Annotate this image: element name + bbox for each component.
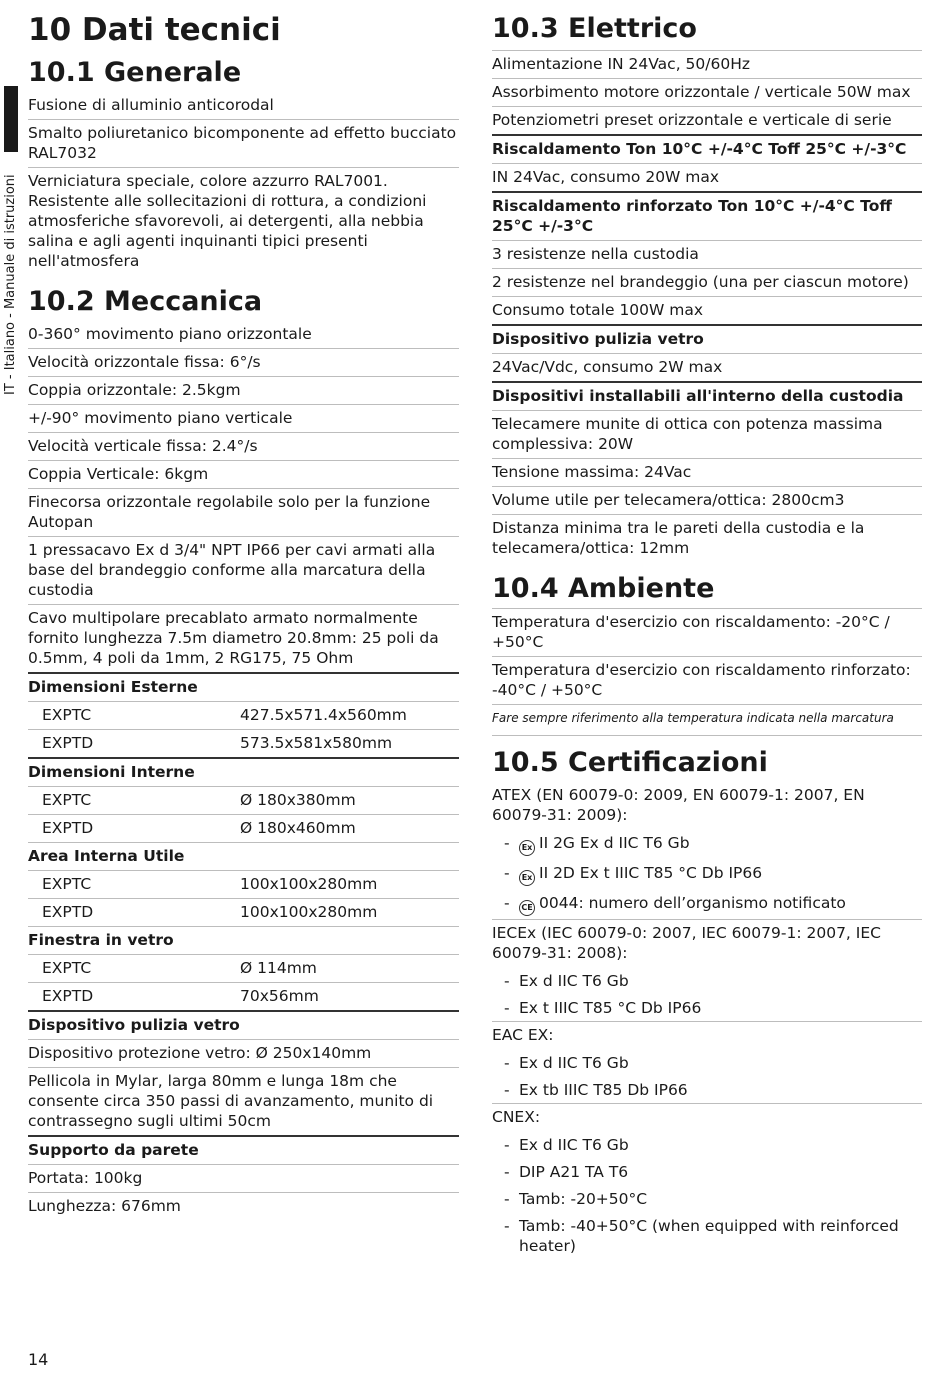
list-item: - Ex tb IIIC T85 Db IP66 bbox=[492, 1076, 922, 1104]
list-item: - Ex II 2D Ex t IIIC T85 °C Db IP66 bbox=[492, 859, 922, 889]
spec-row: Verniciatura speciale, colore azzurro RAL7001. Resistente alle sollecitazioni di rottura, a condizioni atmosferiche sfavorevoli, ai detergenti, alla nebbia salina e agli agenti inquinanti tipici presenti nell'atmosfera bbox=[28, 172, 427, 270]
kv-row: EXPTC Ø 180x380mm bbox=[28, 787, 459, 815]
cert-label: ATEX (EN 60079-0: 2009, EN 60079-1: 2007, EN 60079-31: 2009): bbox=[492, 786, 865, 824]
group-header: Dispositivi installabili all'interno della custodia bbox=[492, 383, 922, 411]
spec-row: Smalto poliuretanico bicomponente ad effetto bucciato RAL7032 bbox=[28, 120, 459, 168]
group-header: Dispositivo pulizia vetro bbox=[28, 1012, 459, 1040]
spec-row: Portata: 100kg bbox=[28, 1165, 459, 1193]
group-header: Dimensioni Esterne bbox=[28, 674, 459, 702]
spec-row: IN 24Vac, consumo 20W max bbox=[492, 164, 922, 193]
ex-mark-icon: Ex bbox=[519, 840, 535, 856]
group-header: Area Interna Utile bbox=[28, 843, 459, 871]
page-number: 14 bbox=[28, 1350, 49, 1369]
kv-row: EXPTD 100x100x280mm bbox=[28, 899, 459, 927]
spec-row: Consumo totale 100W max bbox=[492, 297, 922, 326]
spec-row: Assorbimento motore orizzontale / verticale 50W max bbox=[492, 79, 922, 107]
spec-row: Volume utile per telecamera/ottica: 2800cm3 bbox=[492, 487, 922, 515]
section-heading-ambiente: 10.4 Ambiente bbox=[492, 573, 715, 604]
spec-row: 2 resistenze nel brandeggio (una per ciascun motore) bbox=[492, 269, 922, 297]
temperature-note: Fare sempre riferimento alla temperatura indicata nella marcatura bbox=[492, 705, 922, 736]
spec-row: Coppia Verticale: 6kgm bbox=[28, 461, 459, 489]
spec-row: 3 resistenze nella custodia bbox=[492, 241, 922, 269]
list-item: - Tamb: -20+50°C bbox=[504, 1190, 648, 1208]
spec-row: Temperatura d'esercizio con riscaldamento: -20°C / +50°C bbox=[492, 608, 922, 657]
spec-row: 0-360° movimento piano orizzontale bbox=[28, 321, 459, 349]
kv-row: EXPTD Ø 180x460mm bbox=[28, 815, 459, 843]
kv-row: EXPTD 70x56mm bbox=[28, 983, 459, 1012]
list-item: - CE 0044: numero dell’organismo notificato bbox=[492, 889, 922, 920]
list-item: - Ex t IIIC T85 °C Db IP66 bbox=[492, 994, 922, 1022]
page-title: 10 Dati tecnici bbox=[28, 12, 281, 48]
ce-mark-icon: CE bbox=[519, 900, 535, 916]
spec-row: Tensione massima: 24Vac bbox=[492, 459, 922, 487]
ex-mark-icon: Ex bbox=[519, 870, 535, 886]
group-header: Dimensioni Interne bbox=[28, 759, 459, 787]
list-item: - Tamb: -40+50°C (when equipped with reinforced heater) bbox=[504, 1217, 899, 1255]
cert-label: EAC EX: bbox=[492, 1026, 554, 1044]
group-header: Riscaldamento rinforzato Ton 10°C +/-4°C Toff 25°C +/-3°C bbox=[492, 193, 922, 241]
right-column bbox=[492, 10, 922, 1259]
spec-row: Temperatura d'esercizio con riscaldamento rinforzato: -40°C / +50°C bbox=[492, 657, 922, 705]
spec-row: Fusione di alluminio anticorodal bbox=[28, 92, 459, 120]
spec-row: Distanza minima tra le pareti della custodia e la telecamera/ottica: 12mm bbox=[492, 519, 865, 557]
group-header: Dispositivo pulizia vetro bbox=[492, 326, 922, 354]
group-header: Supporto da parete bbox=[28, 1137, 459, 1165]
cert-label: CNEX: bbox=[492, 1108, 541, 1126]
section-heading-generale: 10.1 Generale bbox=[28, 57, 242, 88]
side-tab-marker bbox=[4, 86, 18, 152]
spec-row: Potenziometri preset orizzontale e verticale di serie bbox=[492, 107, 922, 136]
kv-row: EXPTC Ø 114mm bbox=[28, 955, 459, 983]
spec-row: Finecorsa orizzontale regolabile solo per la funzione Autopan bbox=[28, 489, 459, 537]
kv-row: EXPTD 573.5x581x580mm bbox=[28, 730, 459, 759]
kv-row: EXPTC 100x100x280mm bbox=[28, 871, 459, 899]
list-item: - Ex d IIC T6 Gb bbox=[504, 1054, 629, 1072]
spec-row: Alimentazione IN 24Vac, 50/60Hz bbox=[492, 50, 922, 79]
list-item: - Ex II 2G Ex d IIC T6 Gb bbox=[492, 829, 922, 859]
section-heading-elettrico: 10.3 Elettrico bbox=[492, 13, 697, 44]
spec-row: 1 pressacavo Ex d 3/4" NPT IP66 per cavi armati alla base del brandeggio conforme alla marcatura della custodia bbox=[28, 537, 459, 605]
cert-label: IECEx (IEC 60079-0: 2007, IEC 60079-1: 2007, IEC 60079-31: 2008): bbox=[492, 924, 881, 962]
spec-row: Lunghezza: 676mm bbox=[28, 1197, 181, 1215]
spec-row: Velocità verticale fissa: 2.4°/s bbox=[28, 433, 459, 461]
list-item: - Ex d IIC T6 Gb bbox=[504, 1136, 629, 1154]
spec-row: +/-90° movimento piano verticale bbox=[28, 405, 459, 433]
left-column bbox=[28, 10, 459, 1220]
spec-row: Coppia orizzontale: 2.5kgm bbox=[28, 377, 459, 405]
spec-row: Velocità orizzontale fissa: 6°/s bbox=[28, 349, 459, 377]
group-header: Riscaldamento Ton 10°C +/-4°C Toff 25°C +/-3°C bbox=[492, 136, 922, 164]
spec-row: Cavo multipolare precablato armato normalmente fornito lunghezza 7.5m diametro 20.8mm: 25 poli da 0.5mm, 4 poli da 1mm, 2 RG175, 75 Ohm bbox=[28, 605, 459, 674]
section-heading-meccanica: 10.2 Meccanica bbox=[28, 286, 263, 317]
section-heading-certificazioni: 10.5 Certificazioni bbox=[492, 747, 768, 778]
spec-row: Dispositivo protezione vetro: Ø 250x140mm bbox=[28, 1040, 459, 1068]
spec-row: Telecamere munite di ottica con potenza massima complessiva: 20W bbox=[492, 411, 922, 459]
list-item: - DIP A21 TA T6 bbox=[504, 1163, 629, 1181]
spec-row: 24Vac/Vdc, consumo 2W max bbox=[492, 354, 922, 383]
group-header: Finestra in vetro bbox=[28, 927, 459, 955]
list-item: - Ex d IIC T6 Gb bbox=[504, 972, 629, 990]
spec-row: Pellicola in Mylar, larga 80mm e lunga 18m che consente circa 350 passi di avanzamento, munito di contrassegno sugli ultimi 50cm bbox=[28, 1068, 459, 1137]
kv-row: EXPTC 427.5x571.4x560mm bbox=[28, 702, 459, 730]
